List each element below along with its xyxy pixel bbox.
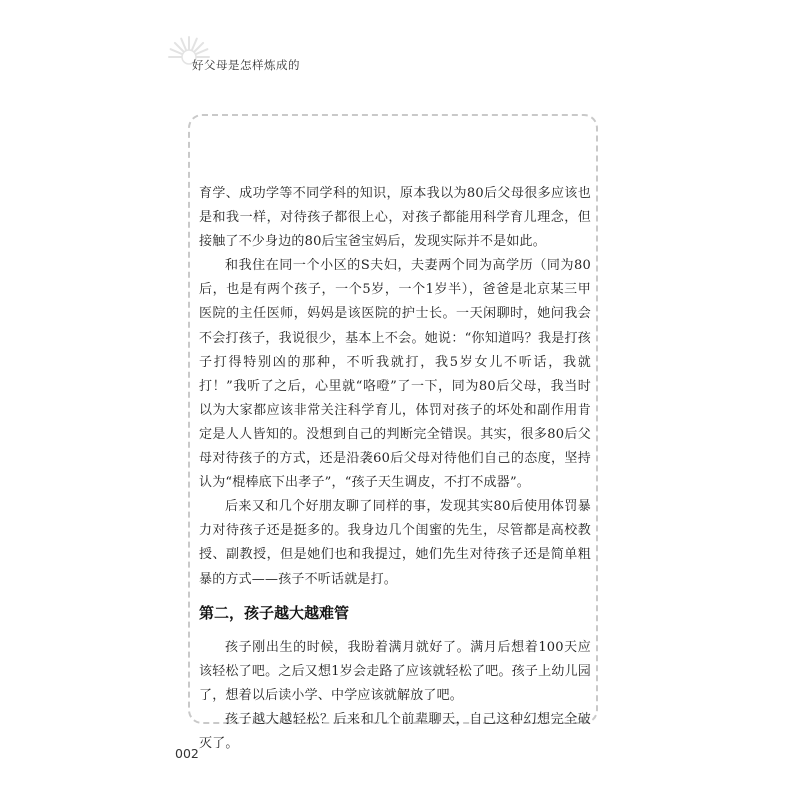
paragraph: 孩子刚出生的时候，我盼着满月就好了。满月后想着100天应该轻松了吧。之后又想1岁会走路了应该就轻松了吧。孩子上幼儿园了，想着以后读小学、中学应该就解放了吧。	[199, 639, 591, 703]
running-header: 好父母是怎样炼成的	[192, 58, 300, 72]
paragraph: 和我住在同一个小区的S夫妇，夫妻两个同为高学历（同为80后，也是有两个孩子，一个5岁，一个1岁半），爸爸是北京某三甲医院的主任医师，妈妈是该医院的护士长。一天闲聊时，她问我会不会打孩子，我说很少，基本上不会。她说：“你知道吗？我是打孩子打得特别凶的那种，不听我就打，我5岁女儿不听话，我就打！”我听了之后，心里就“咯噔”了一下，同为80后父母，我当时以为大家都应该非常关注科学育儿，体罚对孩子的坏处和副作用肯定是人人皆知的。没想到自己的判断完全错误。其实，很多80后父母对待孩子的方式，还是沿袭60后父母对待他们自己的态度，坚持认为“棍棒底下出孝子”，“孩子天生调皮，不打不成器”。	[199, 258, 591, 491]
paragraph: 孩子越大越轻松？后来和几个前辈聊天，自己这种幻想完全破灭了。	[199, 711, 591, 751]
page-number: 002	[175, 746, 199, 761]
paragraph: 后来又和几个好朋友聊了同样的事，发现其实80后使用体罚暴力对待孩子还是挺多的。我身边几个闺蜜的先生，尽管都是高校教授、副教授，但是她们也和我提过，她们先生对待孩子还是简单粗暴的方式——孩子不听话就是打。	[199, 499, 591, 587]
paragraph-continued: 育学、成功学等不同学科的知识，原本我以为80后父母很多应该也是和我一样，对待孩子都很上心，对孩子都能用科学育儿理念，但接触了不少身边的80后宝爸宝妈后，发现实际并不是如此。	[199, 186, 591, 250]
section-heading: 第二，孩子越大越难管	[199, 603, 350, 622]
body-text	[199, 182, 591, 756]
